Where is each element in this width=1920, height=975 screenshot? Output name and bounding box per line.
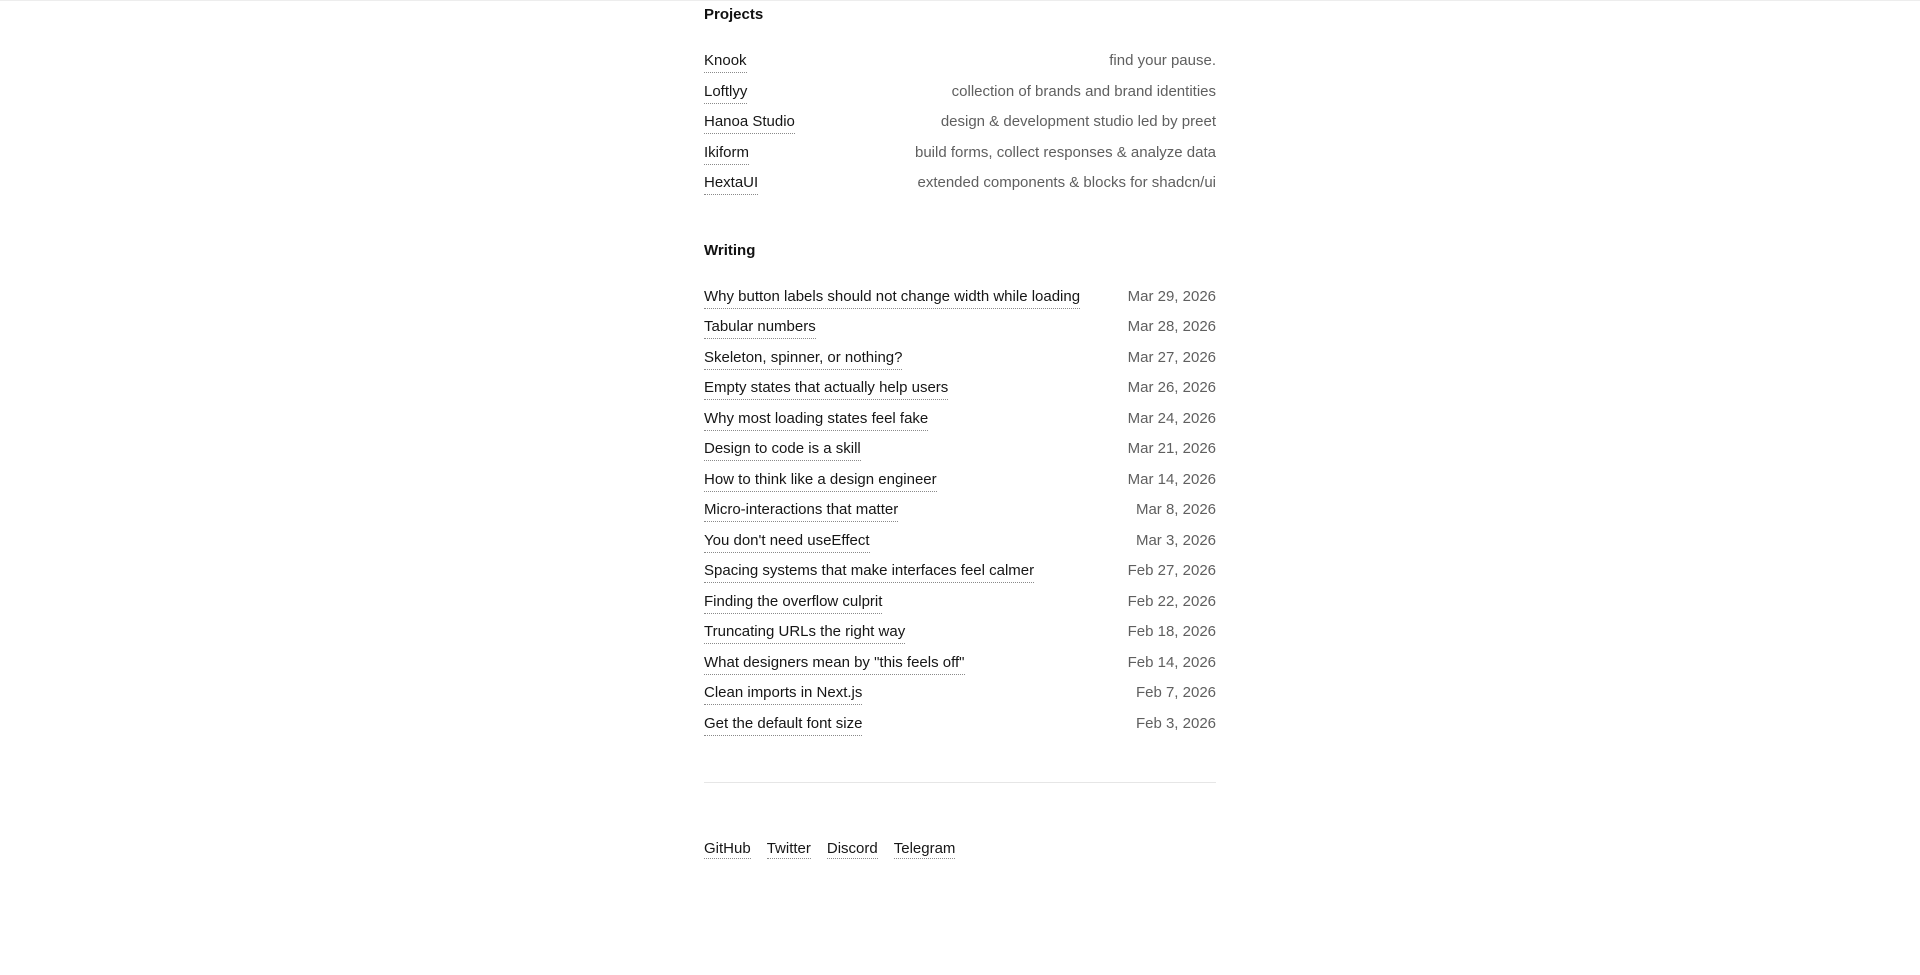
post-link[interactable]: Clean imports in Next.js (704, 683, 862, 705)
project-row (704, 112, 1216, 143)
post-row (704, 592, 1216, 623)
project-description: extended components & blocks for shadcn/ui (917, 174, 1216, 191)
project-description: collection of brands and brand identities (951, 82, 1216, 100)
project-row (704, 51, 1216, 82)
post-date: Feb 27, 2026 (1127, 562, 1216, 579)
post-row (704, 531, 1216, 562)
post-date: Mar 27, 2026 (1127, 348, 1216, 366)
post-row (704, 561, 1216, 592)
project-row (704, 173, 1216, 204)
post-row (704, 622, 1216, 653)
project-link-hanoa-studio[interactable]: Hanoa Studio (704, 112, 795, 134)
projects-list (704, 51, 1216, 204)
projects-heading: Projects (704, 6, 764, 23)
post-row (704, 470, 1216, 501)
telegram-link[interactable]: Telegram (893, 840, 956, 857)
post-date: Feb 3, 2026 (1135, 714, 1216, 732)
main-column (704, 0, 1216, 858)
post-row (704, 500, 1216, 531)
discord-link[interactable]: Discord (826, 840, 878, 857)
project-link-hextaui[interactable]: HextaUI (704, 173, 758, 195)
post-date: Mar 14, 2026 (1127, 470, 1216, 488)
writing-heading: Writing (704, 241, 756, 259)
project-row (704, 143, 1216, 174)
footer-divider (704, 782, 1216, 783)
post-date: Mar 24, 2026 (1127, 409, 1216, 427)
post-row (704, 348, 1216, 379)
post-date: Mar 21, 2026 (1127, 440, 1216, 457)
post-date: Mar 3, 2026 (1135, 531, 1216, 549)
post-row (704, 683, 1216, 714)
project-link-knook[interactable]: Knook (704, 51, 747, 73)
post-date: Mar 8, 2026 (1135, 501, 1216, 518)
post-link[interactable]: What designers mean by "this feels off" (704, 653, 965, 675)
post-date: Feb 14, 2026 (1127, 653, 1216, 671)
post-link[interactable]: You don't need useEffect (704, 531, 870, 553)
post-link[interactable]: Empty states that actually help users (704, 378, 948, 400)
post-date: Mar 28, 2026 (1127, 318, 1216, 335)
post-row (704, 439, 1216, 470)
post-link[interactable]: Spacing systems that make interfaces feel calmer (704, 561, 1034, 583)
post-row (704, 317, 1216, 348)
post-date: Feb 7, 2026 (1135, 684, 1216, 701)
post-date: Feb 22, 2026 (1127, 592, 1216, 610)
post-link[interactable]: Skeleton, spinner, or nothing? (704, 348, 902, 370)
project-description: find your pause. (1109, 52, 1216, 69)
post-row (704, 378, 1216, 409)
post-link[interactable]: Why most loading states feel fake (704, 409, 928, 431)
project-description: design & development studio led by preet (940, 113, 1216, 130)
post-link[interactable]: Finding the overflow culprit (704, 592, 882, 614)
post-link[interactable]: Why button labels should not change width while loading (704, 287, 1080, 309)
project-link-loftlyy[interactable]: Loftlyy (704, 82, 747, 104)
social-links (704, 840, 1216, 858)
post-row (704, 287, 1216, 318)
post-link[interactable]: Get the default font size (704, 714, 862, 736)
project-link-ikiform[interactable]: Ikiform (704, 143, 749, 165)
post-row (704, 653, 1216, 684)
post-date: Mar 29, 2026 (1127, 287, 1216, 305)
github-link[interactable]: GitHub (704, 840, 751, 857)
post-row (704, 714, 1216, 745)
post-date: Mar 26, 2026 (1127, 379, 1216, 396)
post-link[interactable]: How to think like a design engineer (704, 470, 937, 492)
project-row (704, 82, 1216, 113)
post-link[interactable]: Truncating URLs the right way (704, 622, 905, 644)
post-link[interactable]: Design to code is a skill (704, 439, 861, 461)
post-link[interactable]: Micro-interactions that matter (704, 500, 898, 522)
post-row (704, 409, 1216, 440)
post-link[interactable]: Tabular numbers (704, 317, 816, 339)
writing-list (704, 287, 1216, 745)
project-description: build forms, collect responses & analyze data (915, 143, 1216, 161)
post-date: Feb 18, 2026 (1127, 623, 1216, 640)
twitter-link[interactable]: Twitter (766, 840, 811, 857)
